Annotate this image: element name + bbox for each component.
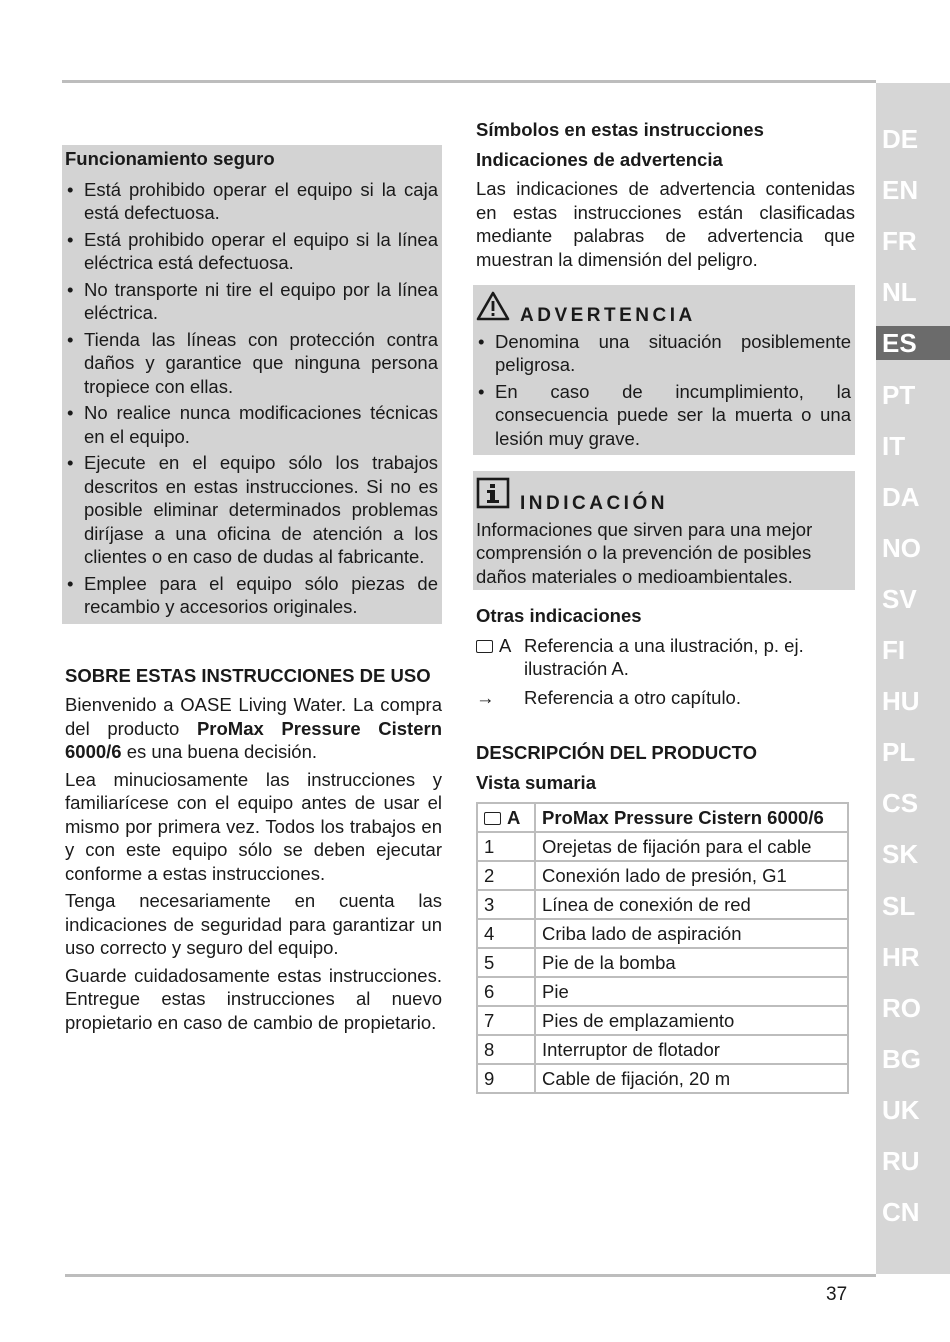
language-tab-sv[interactable]: SV <box>882 583 917 614</box>
about-paragraph-2: Lea minuciosamente las instrucciones y familiarícese con el equipo antes de usar el mismo por primera vez. Todos los trabajos en y con este equipo sólo se deben ejecutar conforme a estas instrucciones. <box>65 768 442 884</box>
about-heading: SOBRE ESTAS INSTRUCCIONES DE USO <box>65 664 431 686</box>
warning-header <box>476 291 851 328</box>
list-item: • Está prohibido operar el equipo si la línea eléctrica está defectuosa. <box>65 228 438 275</box>
table-row: 2 Conexión lado de presión, G1 <box>477 861 848 890</box>
table-row: 1 Orejetas de fijación para el cable <box>477 832 848 861</box>
illustration-square-icon <box>476 640 493 653</box>
language-tab-pt[interactable]: PT <box>882 379 916 410</box>
list-item: • Está prohibido operar el equipo si la caja está defectuosa. <box>65 178 438 225</box>
language-tab-ro[interactable]: RO <box>882 992 921 1023</box>
product-name: ProMax Pressure Cistern 6000/6 <box>65 717 443 762</box>
safe-operation-title: Funcionamiento seguro <box>65 148 275 169</box>
language-tab-fr[interactable]: FR <box>882 226 917 257</box>
bottom-rule <box>65 1274 876 1277</box>
table-row: 4 Criba lado de aspiración <box>477 919 848 948</box>
language-tab-bg[interactable]: BG <box>882 1043 921 1074</box>
ref-illustration-row: A Referencia a una ilustración, p. ej. ilustración A. <box>473 634 855 681</box>
list-item: • Emplee para el equipo sólo piezas de recambio y accesorios originales. <box>65 572 438 619</box>
note-header <box>476 477 851 516</box>
table-row: 7 Pies de emplazamiento <box>477 1006 848 1035</box>
language-tab-hr[interactable]: HR <box>882 941 920 972</box>
list-item: • Tienda las líneas con protección contra daños y garantice que ninguna persona tropiece con ellas. <box>65 328 438 399</box>
ref-illustration-text: Referencia a una ilustración, p. ej. ilustración A. <box>524 634 804 679</box>
note-label: INDICACIÓN <box>520 493 668 514</box>
language-tab-de[interactable]: DE <box>882 124 919 154</box>
list-item: • No transporte ni tire el equipo por la línea eléctrica. <box>65 278 438 325</box>
product-heading: DESCRIPCIÓN DEL PRODUCTO <box>476 742 757 763</box>
other-heading: Otras indicaciones <box>476 605 642 626</box>
right-column <box>473 118 855 1094</box>
language-tab-ru[interactable]: RU <box>882 1146 920 1176</box>
language-sidebar <box>876 83 950 1274</box>
language-tab-es[interactable]: ES <box>876 326 950 360</box>
warnings-heading: Indicaciones de advertencia <box>476 148 723 170</box>
language-tab-cs[interactable]: CS <box>882 788 919 819</box>
ref-chapter-text: Referencia a otro capítulo. <box>524 686 741 708</box>
table-title: ProMax Pressure Cistern 6000/6 <box>535 803 848 832</box>
about-paragraph-4: Guarde cuidadosamente estas instrucciones. Entregue estas instrucciones al nuevo propietario en caso de cambio de propietario. <box>65 964 442 1033</box>
safe-operation-list <box>65 178 438 619</box>
warning-triangle-icon <box>476 291 510 328</box>
language-tab-it[interactable]: IT <box>882 430 906 461</box>
warning-box <box>473 285 855 455</box>
page-number: 37 <box>826 1284 848 1305</box>
table-row: 9 Cable de fijación, 20 m <box>477 1064 848 1093</box>
note-text: Informaciones que sirven para una mejor comprensión o la prevención de posibles daños materiales o medioambientales. <box>476 518 813 587</box>
table-row: 8 Interruptor de flotador <box>477 1035 848 1064</box>
arrow-right-icon: → <box>476 686 495 708</box>
note-box <box>473 471 855 590</box>
language-tab-uk[interactable]: UK <box>882 1094 920 1125</box>
language-tab-no[interactable]: NO <box>882 532 921 563</box>
safe-operation-box <box>62 145 442 624</box>
overview-heading: Vista sumaria <box>476 771 596 793</box>
table-header-row: A ProMax Pressure Cistern 6000/6 <box>477 803 848 832</box>
language-tab-pl[interactable]: PL <box>882 737 916 768</box>
language-tab-fi[interactable]: FI <box>882 635 906 665</box>
warning-label: ADVERTENCIA <box>520 305 696 326</box>
language-tab-hu[interactable]: HU <box>882 686 920 717</box>
language-tab-sl[interactable]: SL <box>882 890 916 921</box>
left-column <box>62 145 442 1038</box>
warning-list <box>476 330 851 451</box>
about-paragraph-1: Bienvenido a OASE Living Water. La compra del producto ProMax Pressure Cistern 6000/6 es una buena decisión. <box>65 694 443 762</box>
table-row: 3 Línea de conexión de red <box>477 890 848 919</box>
top-rule <box>62 80 876 83</box>
about-paragraph-3: Tenga necesariamente en cuenta las indicaciones de seguridad para garantizar un uso correcto y seguro del equipo. <box>65 890 442 958</box>
symbols-heading: Símbolos en estas instrucciones <box>476 119 764 140</box>
info-icon <box>476 477 510 516</box>
table-row: 6 Pie <box>477 977 848 1006</box>
ref-chapter-row <box>473 686 855 710</box>
language-tab-en[interactable]: EN <box>882 175 919 206</box>
language-tab-nl[interactable]: NL <box>882 277 917 308</box>
list-item: • Ejecute en el equipo sólo los trabajos descritos en estas instrucciones. Si no es posible eliminar determinados problemas diríjase a una oficina de atención a los clientes o en caso de dudas al fabricante. <box>65 451 438 569</box>
warnings-text: Las indicaciones de advertencia contenidas en estas instrucciones están clasificadas mediante palabras de advertencia que muestran la dimensión del peligro. <box>476 178 855 270</box>
language-tab-da[interactable]: DA <box>882 481 920 512</box>
table-row: 5 Pie de la bomba <box>477 948 848 977</box>
language-tab-sk[interactable]: SK <box>882 839 919 870</box>
language-tab-cn[interactable]: CN <box>882 1197 920 1228</box>
list-item: • No realice nunca modificaciones técnicas en el equipo. <box>65 401 438 448</box>
list-item: • Denomina una situación posiblemente peligrosa. <box>476 330 851 377</box>
illustration-square-icon <box>484 812 501 825</box>
parts-table <box>476 802 849 1094</box>
list-item: • En caso de incumplimiento, la consecuencia puede ser la muerta o una lesión muy grave. <box>476 380 851 451</box>
